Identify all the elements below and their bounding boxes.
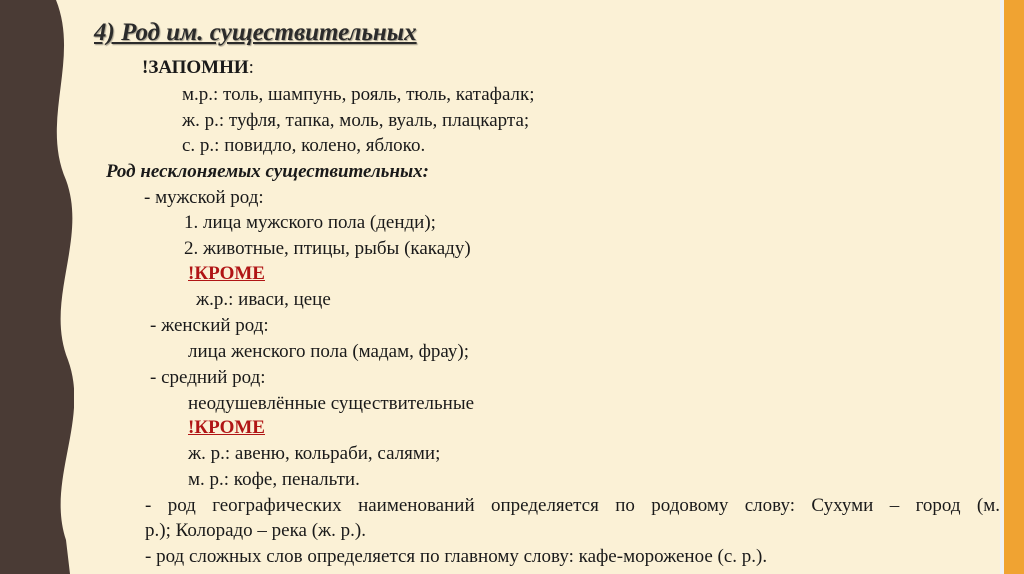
geographic-rule-line-1: - род географических наименований определяется по родовому слову: Сухуми – город (м. [145,495,1000,516]
remember-feminine: ж. р.: туфля, тапка, моль, вуаль, плацкарта; [182,110,530,131]
masculine-except-text: ж.р.: иваси, цеце [196,289,331,310]
feminine-label: - женский род: [150,315,269,336]
right-accent-bar [1004,0,1024,574]
remember-neuter: с. р.: повидло, колено, яблоко. [182,135,426,156]
neuter-label: - средний род: [150,367,266,388]
masculine-except: !КРОМЕ [188,263,265,284]
masculine-item-1: 1. лица мужского пола (денди); [184,212,436,233]
geographic-rule-line-2: р.); Колорадо – река (ж. р.). [145,520,367,541]
neuter-except-masculine: м. р.: кофе, пенальти. [188,469,360,490]
remember-masculine: м.р.: толь, шампунь, рояль, тюль, катафалк; [182,84,535,105]
neuter-except-feminine: ж. р.: авеню, кольраби, салями; [188,443,441,464]
neuter-item: неодушевлённые существительные [188,393,475,414]
remember-label: !ЗАПОМНИ [142,57,249,78]
wavy-edge-decor [0,0,74,574]
neuter-except: !КРОМЕ [188,417,265,438]
feminine-item: лица женского пола (мадам, фрау); [188,341,469,362]
masculine-label: - мужской род: [144,187,264,208]
compound-rule: - род сложных слов определяется по главному слову: кафе-мороженое (с. р.). [145,546,768,567]
left-decor-band [0,0,74,574]
remember-colon: : [248,57,254,78]
indeclinable-heading: Род несклоняемых существительных: [106,161,430,182]
slide-content [74,0,1000,574]
slide-title: 4) Род им. существительных [94,19,417,46]
remember-heading [142,57,254,79]
masculine-item-2: 2. животные, птицы, рыбы (какаду) [184,238,471,259]
